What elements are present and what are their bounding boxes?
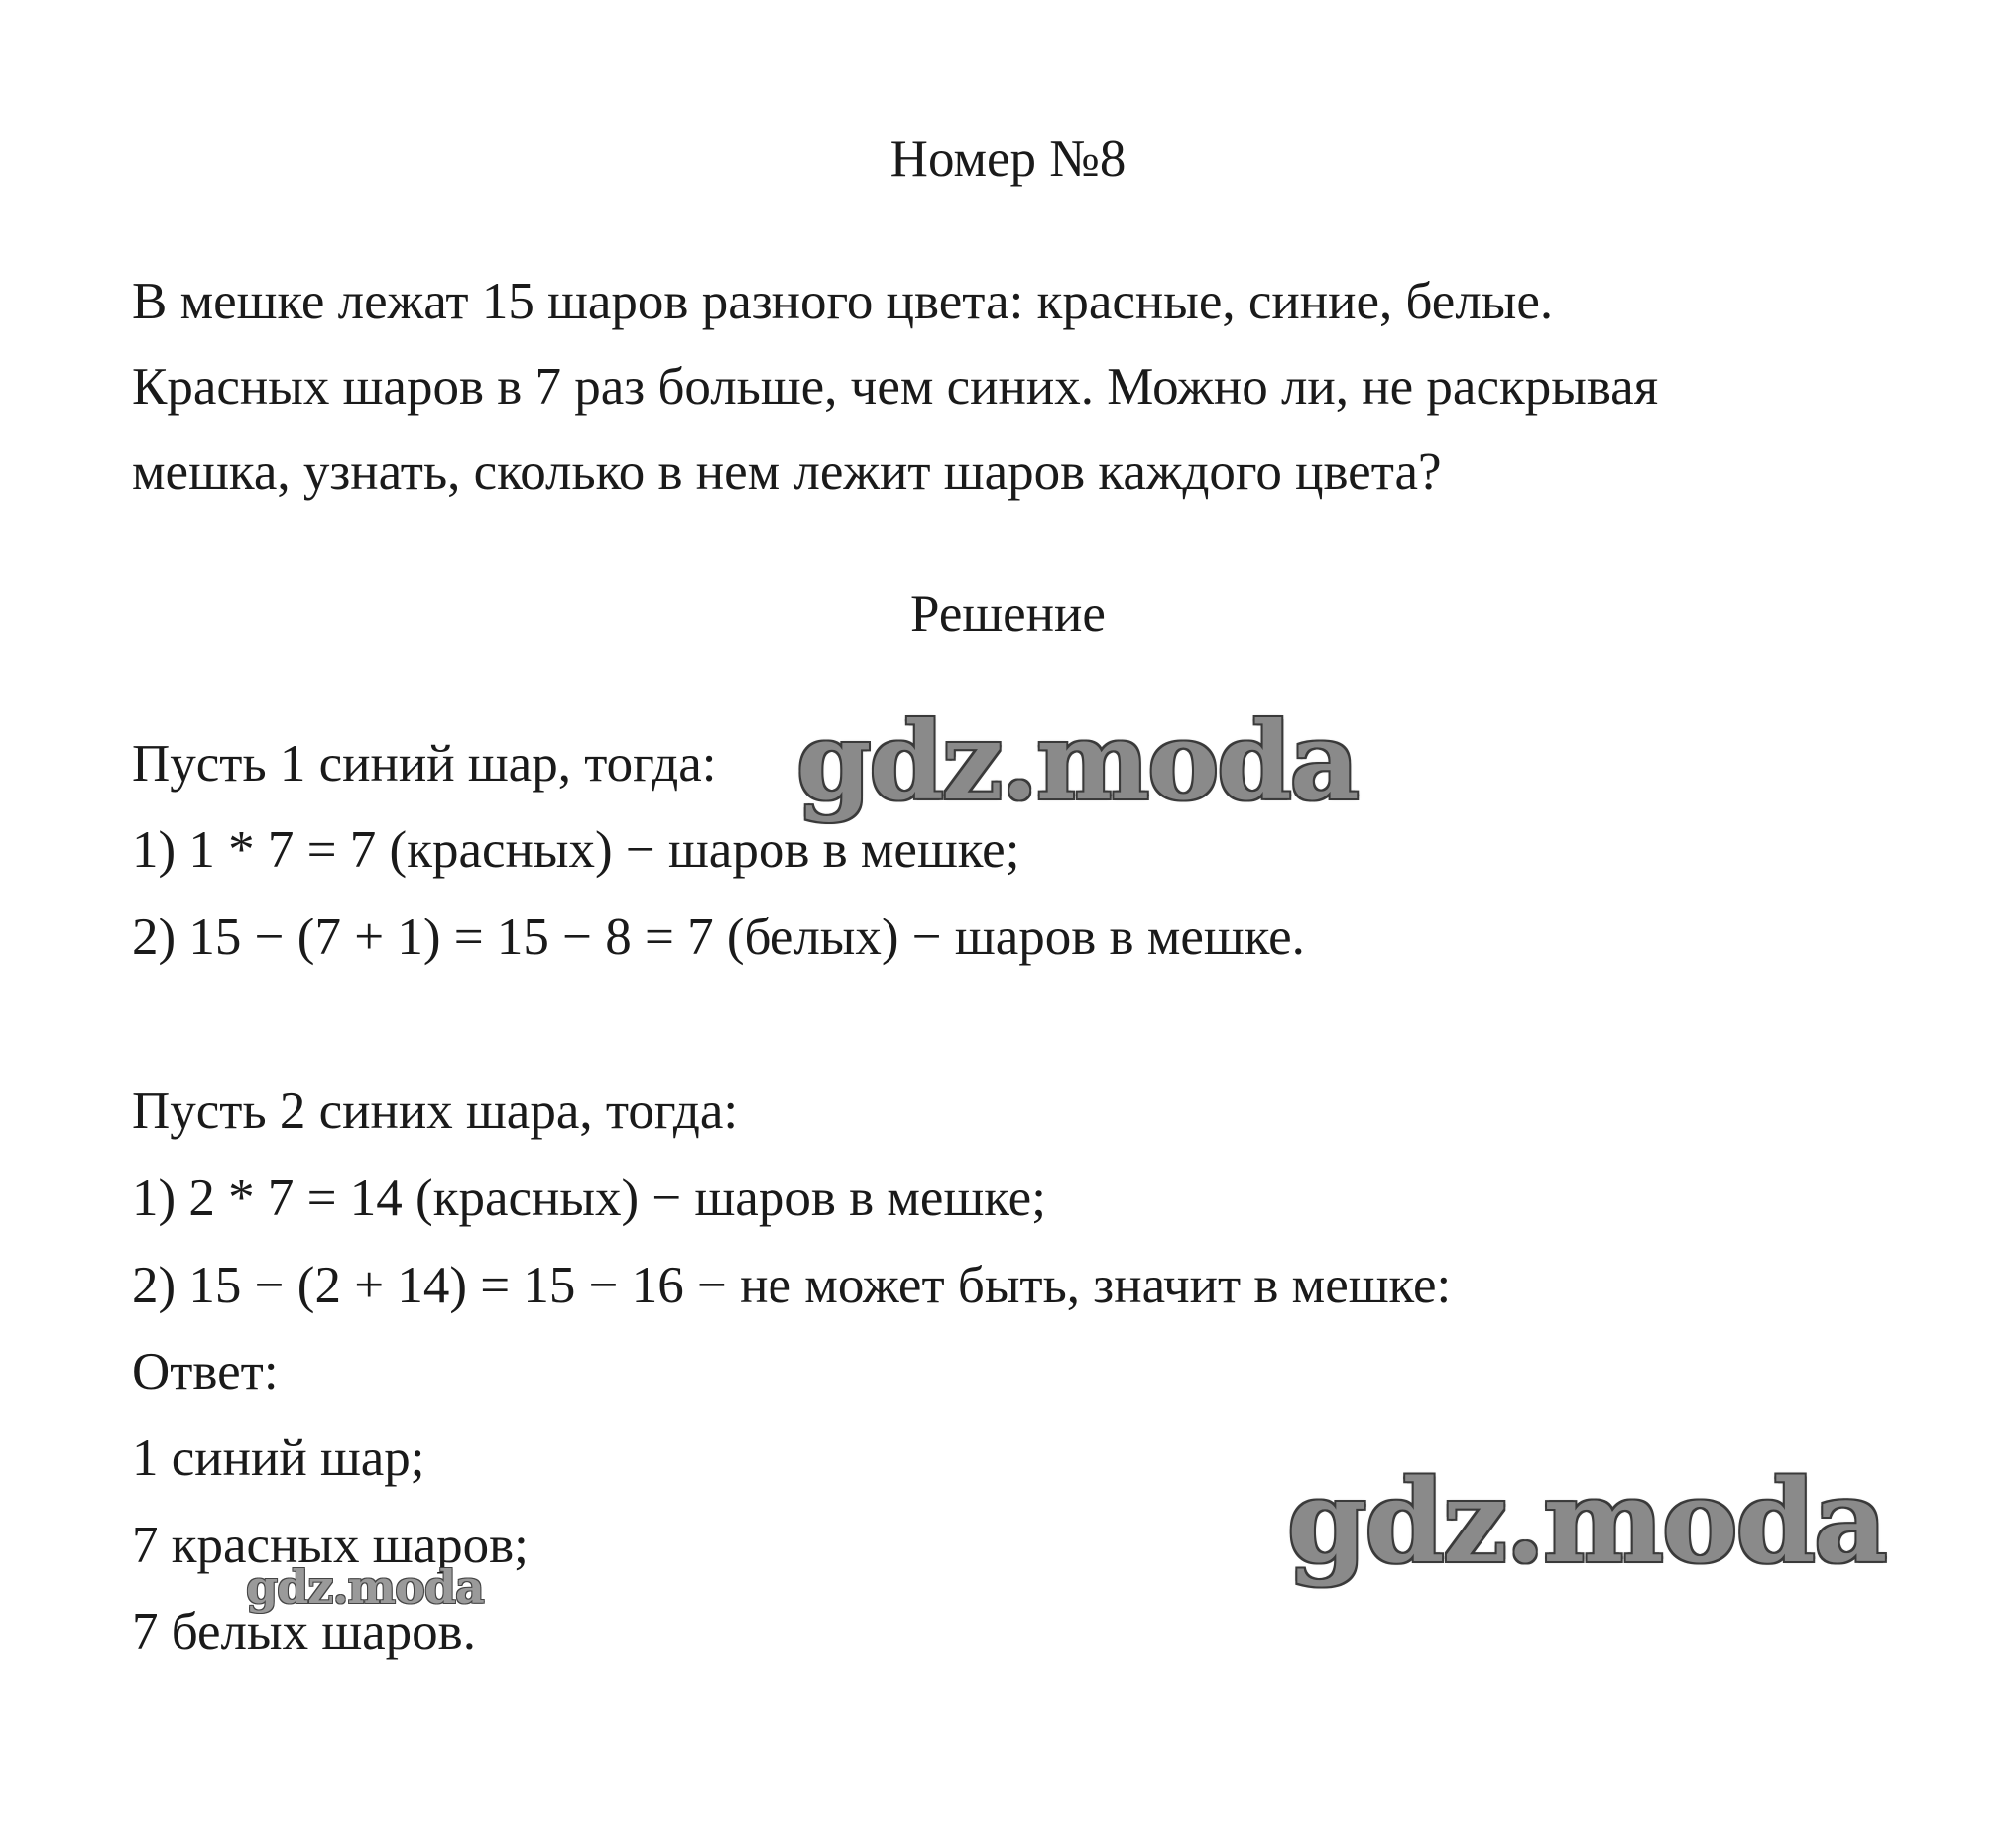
answer-item-2: 7 красных шаров; [132, 1517, 529, 1574]
case2-step2: 2) 15 − (2 + 14) = 15 − 16 − не может быть, значит в мешке: [132, 1257, 1452, 1314]
page-title: Номер №8 [889, 130, 1127, 187]
answer-item-1: 1 синий шар; [132, 1429, 425, 1487]
watermark-logo: gdz.moda [1287, 1455, 1886, 1589]
problem-line-3: мешка, узнать, сколько в нем лежит шаров каждого цвета? [132, 443, 1442, 501]
case1-step1: 1) 1 * 7 = 7 (красных) − шаров в мешке; [132, 821, 1020, 879]
watermark-logo: gdz.moda [246, 1560, 484, 1614]
problem-line-2: Красных шаров в 7 раз больше, чем синих. Можно ли, не раскрывая [132, 358, 1659, 416]
answer-label: Ответ: [132, 1343, 279, 1401]
case2-intro: Пусть 2 синих шара, тогда: [132, 1082, 739, 1140]
watermark-logo: gdz.moda [796, 699, 1358, 824]
case1-intro: Пусть 1 синий шар, тогда: [132, 735, 717, 793]
answer-item-3: 7 белых шаров. [132, 1603, 476, 1660]
solution-heading: Решение [910, 585, 1106, 643]
problem-line-1: В мешке лежат 15 шаров разного цвета: красные, синие, белые. [132, 273, 1554, 330]
case1-step2: 2) 15 − (7 + 1) = 15 − 8 = 7 (белых) − шаров в мешке. [132, 909, 1305, 966]
case2-step1: 1) 2 * 7 = 14 (красных) − шаров в мешке; [132, 1169, 1046, 1227]
